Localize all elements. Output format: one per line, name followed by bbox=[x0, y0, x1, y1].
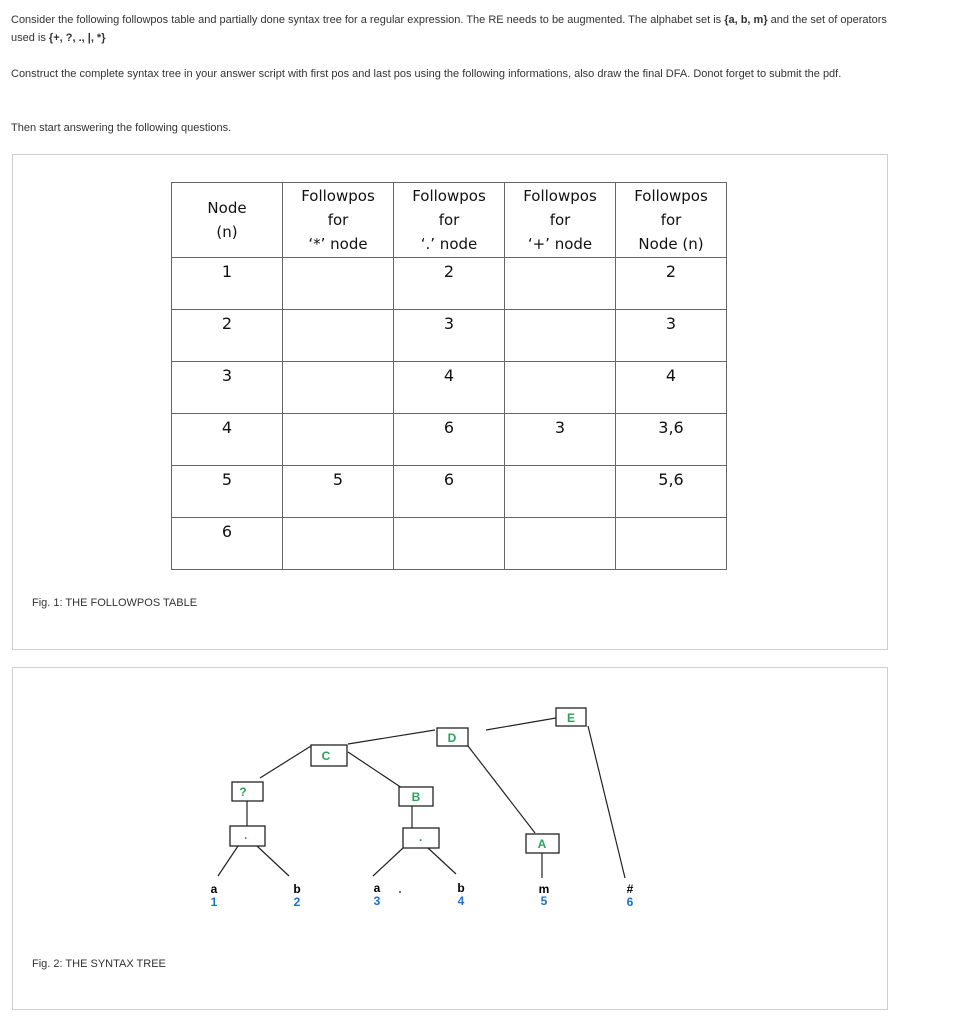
leaf-5 bbox=[539, 882, 550, 908]
figure-2-caption: Fig. 2: THE SYNTAX TREE bbox=[32, 958, 166, 970]
table-cell bbox=[505, 466, 616, 518]
stray-dot bbox=[399, 891, 401, 893]
node-e-label: E bbox=[566, 711, 576, 725]
header-line: for bbox=[660, 211, 682, 229]
edge-c-b bbox=[348, 752, 408, 792]
intro-paragraph-1 bbox=[11, 11, 891, 47]
figure-1-caption: Fig. 1: THE FOLLOWPOS TABLE bbox=[32, 597, 198, 609]
leaf-2 bbox=[293, 882, 300, 909]
node-question bbox=[232, 782, 263, 801]
edge-dot1-leaf2 bbox=[257, 846, 289, 876]
node-a-label: A bbox=[537, 837, 547, 851]
table-cell: 6 bbox=[394, 414, 505, 466]
leaf-4 bbox=[457, 881, 464, 908]
header-line: Followpos bbox=[634, 187, 708, 205]
node-d bbox=[437, 728, 468, 746]
table-cell bbox=[505, 258, 616, 310]
header-line: for bbox=[327, 211, 349, 229]
table-cell: 3 bbox=[394, 310, 505, 362]
node-c bbox=[311, 745, 347, 766]
table-cell: 3,6 bbox=[616, 414, 727, 466]
leaf-4-symbol: b bbox=[457, 881, 465, 895]
leaf-5-symbol: m bbox=[538, 882, 550, 896]
table-cell bbox=[505, 362, 616, 414]
table-cell: 3 bbox=[172, 362, 283, 414]
table-cell: 5 bbox=[283, 466, 394, 518]
table-cell: 3 bbox=[505, 414, 616, 466]
header-cell-1 bbox=[172, 183, 283, 258]
edge-e-leaf6 bbox=[588, 726, 625, 878]
node-concat-1-label: · bbox=[244, 831, 248, 845]
header-cell-2 bbox=[283, 183, 394, 258]
header-line: for bbox=[549, 211, 571, 229]
table-cell: 5,6 bbox=[616, 466, 727, 518]
table-header-row bbox=[172, 183, 727, 258]
edge-c-q bbox=[260, 746, 311, 778]
leaf-2-position: 2 bbox=[293, 895, 301, 909]
table-cell bbox=[505, 310, 616, 362]
table-row bbox=[172, 258, 727, 310]
header-line: ‘*’ node bbox=[308, 235, 368, 253]
table-row bbox=[172, 518, 727, 570]
edge-dot1-leaf1 bbox=[218, 846, 238, 876]
leaf-1-position: 1 bbox=[210, 895, 218, 909]
alphabet-set: {a, b, m} bbox=[724, 14, 768, 26]
leaf-3-symbol: a bbox=[373, 881, 381, 895]
syntax-tree-figure-panel bbox=[12, 667, 888, 1010]
table-cell bbox=[283, 362, 394, 414]
table-row bbox=[172, 466, 727, 518]
header-cell-4 bbox=[505, 183, 616, 258]
table-cell: 3 bbox=[616, 310, 727, 362]
table-cell: 4 bbox=[394, 362, 505, 414]
node-a bbox=[526, 834, 559, 853]
edge-c-d bbox=[348, 730, 435, 744]
leaf-1 bbox=[211, 882, 218, 909]
node-d-label: D bbox=[447, 731, 457, 745]
table-body bbox=[172, 258, 727, 570]
leaf-5-position: 5 bbox=[540, 894, 548, 908]
table-cell: 1 bbox=[172, 258, 283, 310]
header-line: Followpos bbox=[301, 187, 375, 205]
intro-paragraph-3: Then start answering the following questions. bbox=[11, 122, 232, 134]
table-cell bbox=[283, 414, 394, 466]
node-c-label: C bbox=[321, 749, 331, 763]
table-cell: 4 bbox=[616, 362, 727, 414]
table-cell: 2 bbox=[616, 258, 727, 310]
table-cell: 6 bbox=[394, 466, 505, 518]
edge-d-e bbox=[486, 718, 556, 730]
header-line: ‘+’ node bbox=[527, 235, 593, 253]
node-concat-2 bbox=[403, 828, 439, 848]
header-cell-3 bbox=[394, 183, 505, 258]
header-line: Followpos bbox=[523, 187, 597, 205]
node-e bbox=[556, 708, 586, 726]
edge-dot2-leaf3 bbox=[373, 848, 403, 876]
table-cell: 2 bbox=[394, 258, 505, 310]
header-cell-5 bbox=[616, 183, 727, 258]
table-cell: 2 bbox=[172, 310, 283, 362]
leaf-6-position: 6 bbox=[626, 895, 634, 909]
node-question-label: ? bbox=[239, 785, 247, 799]
edge-dot2-leaf4 bbox=[428, 848, 456, 874]
table-cell bbox=[505, 518, 616, 570]
table-cell: 5 bbox=[172, 466, 283, 518]
node-concat-1 bbox=[230, 826, 265, 846]
header-line: Followpos bbox=[412, 187, 486, 205]
table-cell bbox=[283, 310, 394, 362]
leaf-6 bbox=[627, 882, 634, 909]
intro-paragraph-2: Construct the complete syntax tree in your answer script with first pos and last pos using the following informations, also draw the final DFA. Donot forget to submit the pdf. bbox=[11, 68, 842, 80]
header-line: (n) bbox=[216, 223, 238, 241]
intro-text-1b: and the set of operators used is bbox=[11, 14, 887, 44]
leaf-3 bbox=[374, 881, 381, 908]
leaf-1-symbol: a bbox=[210, 882, 218, 896]
table-cell bbox=[616, 518, 727, 570]
table-row bbox=[172, 414, 727, 466]
intro-text-1a: Consider the following followpos table and partially done syntax tree for a regular expression. The RE needs to be augmented. The alphabet set is bbox=[11, 14, 725, 26]
table-row bbox=[172, 362, 727, 414]
header-line: Node bbox=[207, 199, 247, 217]
operator-set: {+, ?, ., |, *} bbox=[48, 32, 106, 44]
table-cell bbox=[394, 518, 505, 570]
followpos-table bbox=[171, 182, 727, 570]
leaf-3-position: 3 bbox=[373, 894, 381, 908]
table-cell bbox=[283, 258, 394, 310]
header-line: Node (n) bbox=[638, 235, 704, 253]
leaf-6-symbol: # bbox=[626, 882, 634, 896]
followpos-figure-panel bbox=[12, 154, 888, 650]
table-cell bbox=[283, 518, 394, 570]
table-cell: 4 bbox=[172, 414, 283, 466]
leaf-4-position: 4 bbox=[457, 894, 465, 908]
header-line: ‘.’ node bbox=[420, 235, 478, 253]
node-concat-2-label: · bbox=[419, 833, 423, 847]
node-b-label: B bbox=[411, 790, 421, 804]
node-b bbox=[399, 787, 433, 806]
leaf-2-symbol: b bbox=[293, 882, 301, 896]
table-cell: 6 bbox=[172, 518, 283, 570]
header-line: for bbox=[438, 211, 460, 229]
table-row bbox=[172, 310, 727, 362]
edge-d-a bbox=[468, 746, 535, 833]
